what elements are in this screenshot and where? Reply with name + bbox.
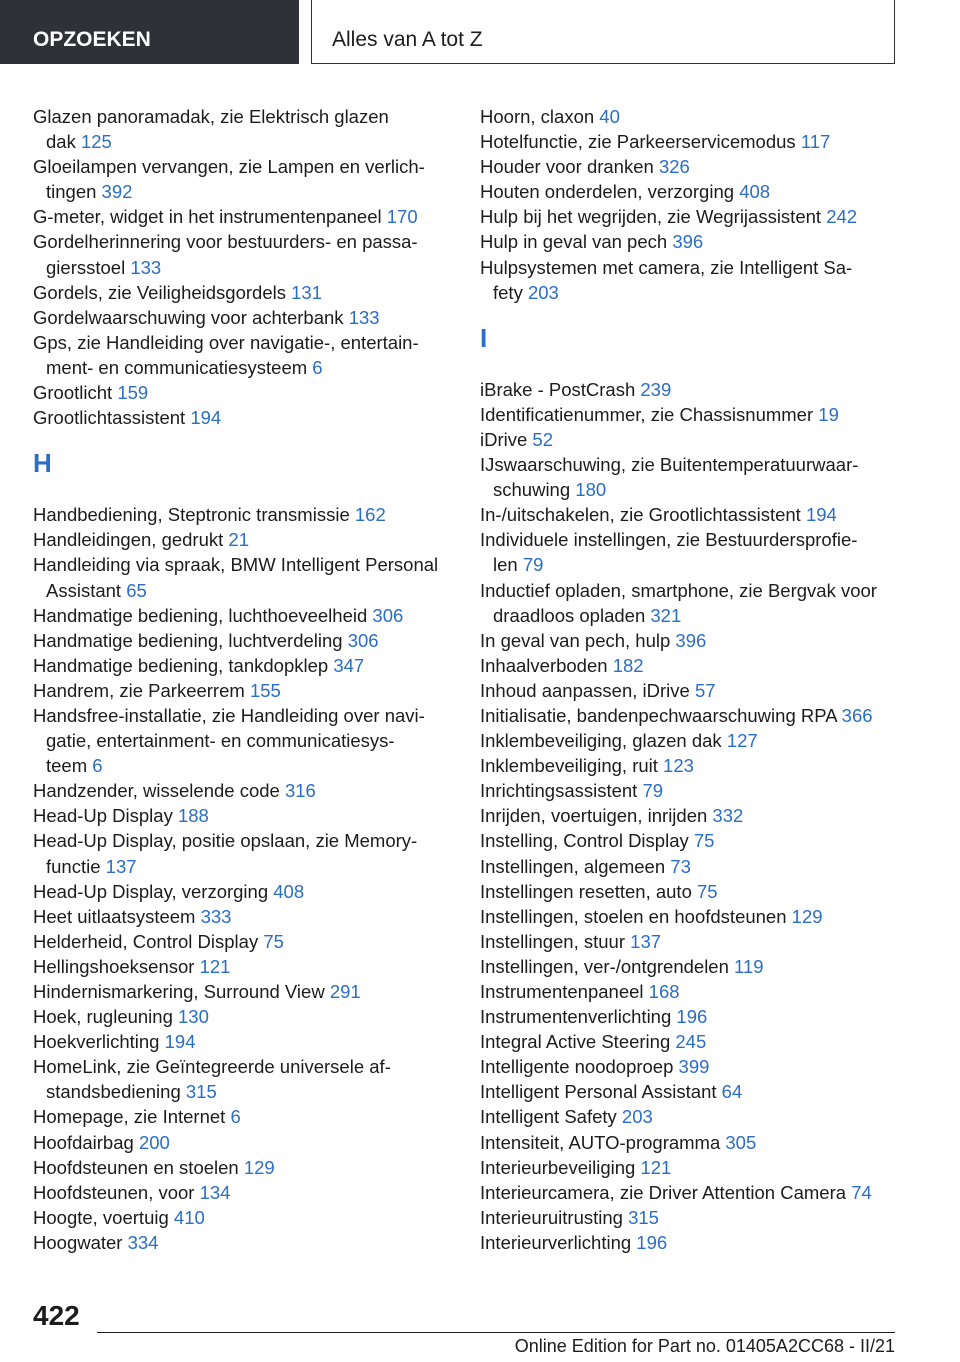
index-entry [33, 154, 453, 204]
index-entry [480, 1029, 900, 1054]
entry-text: teem [46, 755, 88, 777]
entry-text: Inhoud aanpassen, iDrive [480, 679, 690, 701]
entry-text: Gordels, zie Veiligheidsgordels [33, 281, 286, 303]
entry-text: Glazen panoramadak, zie Elektrisch glazen [33, 106, 389, 127]
page-reference-link[interactable]: 155 [249, 679, 281, 701]
page-reference-link[interactable]: 133 [348, 306, 380, 328]
index-entry [33, 1054, 453, 1104]
index-entry [480, 904, 900, 929]
index-entry [33, 828, 453, 878]
entry-text: Grootlichtassistent [33, 407, 186, 429]
entry-text: Hotelfunctie, zie Parkeerservicemodus [480, 131, 796, 153]
index-entry [33, 678, 453, 703]
index-entry [480, 778, 900, 803]
page-reference-link[interactable]: 315 [185, 1081, 217, 1103]
entry-text: Interieurbeveiliging [480, 1156, 636, 1178]
index-entry [480, 129, 900, 154]
page-number: 422 [33, 1300, 80, 1331]
entry-text: Instelling, Control Display [480, 830, 689, 852]
entry-text: Gordelwaarschuwing voor achterbank [33, 306, 344, 328]
entry-text: HomeLink, zie Geïntegreerde universele af- [33, 1056, 391, 1078]
index-entry [480, 402, 900, 427]
entry-text: Hoogte, voertuig [33, 1206, 169, 1228]
entry-text: Heet uitlaatsysteem [33, 905, 196, 927]
index-entry [33, 204, 453, 229]
entry-text: Gps, zie Handleiding over navigatie-, entertain- [33, 331, 419, 353]
index-column-right [480, 104, 900, 1255]
entry-text: Inductief opladen, smartphone, zie Bergvak voor [480, 579, 877, 601]
entry-text: Handmatige bediening, luchtverdeling [33, 629, 343, 651]
entry-text: schuwing [493, 479, 571, 501]
page-reference-link[interactable]: 408 [739, 181, 771, 203]
index-entry [480, 1230, 900, 1255]
entry-text: Intensiteit, AUTO-programma [480, 1131, 721, 1153]
index-entry [33, 628, 453, 653]
entry-text: Hindernismarkering, Surround View [33, 981, 325, 1002]
entry-text: fety [493, 281, 523, 303]
page-reference-link[interactable]: 396 [672, 231, 704, 253]
index-entry [33, 330, 453, 380]
page-reference-link[interactable]: 188 [177, 805, 209, 827]
footer-divider [97, 1332, 895, 1333]
index-entry [480, 255, 900, 305]
page-reference-link[interactable]: 74 [851, 1181, 872, 1203]
index-letter-heading: H [33, 448, 52, 479]
entry-text: Handleidingen, gedrukt [33, 529, 224, 551]
entry-text: Head-Up Display [33, 805, 173, 827]
page-reference-link[interactable]: 315 [628, 1206, 659, 1228]
page-reference-link[interactable]: 408 [273, 880, 305, 902]
entry-text: Head-Up Display, verzorging [33, 880, 269, 902]
index-entry [480, 229, 900, 254]
entry-text: Hulp bij het wegrijden, zie Wegrijassistent [480, 206, 822, 228]
index-entry [480, 154, 900, 179]
page-reference-link[interactable]: 137 [105, 855, 137, 877]
entry-text: Assistant [46, 579, 122, 601]
page-reference-link[interactable]: 194 [805, 504, 837, 526]
entry-text: gatie, entertainment- en communicatiesys- [46, 730, 395, 752]
index-entry [480, 179, 900, 204]
page-reference-link[interactable]: 52 [532, 428, 553, 450]
index-entry [33, 305, 453, 330]
entry-text: Inrijden, voertuigen, inrijden [480, 805, 708, 827]
index-entry [480, 1054, 900, 1079]
page-reference-link[interactable]: 180 [575, 479, 607, 501]
page-reference-link[interactable]: 40 [599, 106, 620, 127]
index-entry [480, 377, 900, 402]
page-reference-link[interactable]: 75 [263, 930, 284, 952]
entry-text: Handbediening, Steptronic transmissie [33, 504, 350, 526]
entry-text: Handmatige bediening, luchthoeveelheid [33, 604, 368, 626]
index-entry [33, 1180, 453, 1205]
entry-text: Head-Up Display, positie opslaan, zie Memory- [33, 830, 418, 852]
entry-text: In-/uitschakelen, zie Grootlichtassistent [480, 504, 801, 526]
entry-text: Handrem, zie Parkeerrem [33, 679, 245, 701]
page-reference-link[interactable]: 333 [200, 905, 232, 927]
page-reference-link[interactable]: 392 [101, 181, 133, 203]
page-reference-link[interactable]: 57 [694, 679, 716, 701]
index-entry [480, 628, 900, 653]
page-reference-link[interactable]: 123 [663, 755, 694, 777]
index-entry [480, 954, 900, 979]
index-entry [33, 1104, 453, 1129]
page-reference-link[interactable]: 19 [818, 403, 839, 425]
page-reference-link[interactable]: 194 [190, 407, 222, 429]
entry-text: iDrive [480, 428, 528, 450]
index-entry [33, 380, 453, 405]
index-entry [480, 427, 900, 452]
page-reference-link[interactable]: 73 [670, 855, 691, 877]
index-column-left [33, 104, 453, 1255]
entry-text: dak [46, 131, 76, 153]
index-entry [480, 728, 900, 753]
index-entry [480, 879, 900, 904]
page-reference-link[interactable]: 75 [697, 880, 718, 902]
entry-text: ment- en communicatiesysteem [46, 356, 308, 378]
page-reference-link[interactable]: 321 [650, 604, 682, 626]
entry-text: Hoofdsteunen, voor [33, 1181, 195, 1203]
entry-text: standsbediening [46, 1081, 181, 1103]
index-entry [33, 1004, 453, 1029]
page-reference-link[interactable]: 399 [678, 1056, 710, 1078]
index-entry [480, 204, 900, 229]
section-tab[interactable]: OPZOEKEN [0, 0, 299, 64]
page-reference-link[interactable]: 137 [630, 930, 662, 952]
index-entry [480, 578, 900, 628]
entry-text: giersstoel [46, 256, 126, 278]
footer-edition: Online Edition for Part no. 01405A2CC68 - II/21 [514, 1336, 895, 1356]
page-reference-link[interactable]: 396 [675, 629, 707, 651]
page-reference-link[interactable]: 203 [621, 1106, 653, 1128]
page-reference-link[interactable]: 79 [522, 554, 544, 576]
index-entry [33, 1155, 453, 1180]
page-reference-link[interactable]: 121 [199, 955, 231, 977]
page-reference-link[interactable]: 196 [636, 1231, 668, 1253]
page-reference-link[interactable]: 347 [333, 654, 365, 676]
index-entry [33, 1205, 453, 1230]
entry-text: Instellingen, ver-/ontgrendelen [480, 955, 729, 977]
entry-text: Intelligent Personal Assistant [480, 1081, 717, 1103]
index-entry [33, 1130, 453, 1155]
page-reference-link[interactable]: 6 [230, 1106, 241, 1128]
index-letter-heading: I [480, 322, 488, 353]
entry-text: Inhaalverboden [480, 654, 608, 676]
page-reference-link[interactable]: 242 [826, 206, 858, 228]
entry-text: Hellingshoeksensor [33, 955, 195, 977]
page-reference-link[interactable]: 196 [676, 1006, 708, 1028]
entry-text: Intelligente noodoproep [480, 1056, 674, 1078]
index-entry [33, 1230, 453, 1255]
page-reference-link[interactable]: 168 [648, 981, 680, 1002]
page-reference-link[interactable]: 129 [791, 905, 823, 927]
entry-text: Hoogwater [33, 1231, 123, 1253]
entry-text: Instrumentenverlichting [480, 1006, 672, 1028]
entry-text: Interieuruitrusting [480, 1206, 623, 1228]
page-reference-link[interactable]: 125 [80, 131, 112, 153]
entry-text: Hoorn, claxon [480, 106, 595, 127]
page-reference-link[interactable]: 306 [347, 629, 379, 651]
entry-text: Handsfree-installatie, zie Handleiding over navi- [33, 704, 425, 726]
index-entry [33, 929, 453, 954]
page-reference-link[interactable]: 239 [640, 378, 672, 400]
entry-text: G-meter, widget in het instrumentenpaneel [33, 206, 382, 228]
page-reference-link[interactable]: 291 [329, 981, 361, 1002]
entry-text: len [493, 554, 518, 576]
entry-text: Interieurverlichting [480, 1231, 632, 1253]
entry-text: Inklembeveiliging, ruit [480, 755, 658, 777]
index-entry [480, 502, 900, 527]
index-entry [480, 854, 900, 879]
entry-text: draadloos opladen [493, 604, 646, 626]
index-entry [33, 104, 453, 154]
index-entry [480, 803, 900, 828]
index-entry [480, 1104, 900, 1129]
page-reference-link[interactable]: 194 [164, 1031, 196, 1053]
page-reference-link[interactable]: 326 [658, 156, 690, 178]
entry-text: Individuele instellingen, zie Bestuurdersprofie- [480, 529, 858, 551]
entry-text: tingen [46, 181, 97, 203]
index-entry [480, 979, 900, 1004]
entry-text: Handzender, wisselende code [33, 780, 280, 802]
page-reference-link[interactable]: 332 [712, 805, 744, 827]
index-entry [480, 1079, 900, 1104]
page-reference-link[interactable]: 119 [734, 955, 764, 977]
entry-text: Hoek, rugleuning [33, 1006, 173, 1028]
index-entry [33, 280, 453, 305]
index-entry [33, 703, 453, 778]
index-entry [480, 653, 900, 678]
entry-text: Intelligent Safety [480, 1106, 617, 1128]
page-reference-link[interactable]: 162 [354, 504, 386, 526]
index-entry [33, 653, 453, 678]
page-reference-link[interactable]: 127 [726, 730, 758, 752]
entry-text: Identificatienummer, zie Chassisnummer [480, 403, 814, 425]
index-entry [33, 527, 453, 552]
entry-text: Instellingen, algemeen [480, 855, 666, 877]
entry-text: Initialisatie, bandenpechwaarschuwing RPA [480, 704, 837, 726]
index-entry [33, 954, 453, 979]
page-reference-link[interactable]: 21 [228, 529, 249, 551]
entry-text: functie [46, 855, 101, 877]
page-reference-link[interactable]: 6 [312, 356, 323, 378]
index-entry [33, 904, 453, 929]
page-reference-link[interactable]: 133 [130, 256, 162, 278]
index-entry [480, 828, 900, 853]
entry-text: Hulp in geval van pech [480, 231, 668, 253]
page-reference-link[interactable]: 316 [284, 780, 316, 802]
index-entry [480, 1205, 900, 1230]
page-reference-link[interactable]: 75 [693, 830, 715, 852]
page-reference-link[interactable]: 134 [199, 1181, 231, 1203]
entry-text: Inklembeveiliging, glazen dak [480, 730, 722, 752]
entry-text: Integral Active Steering [480, 1031, 671, 1053]
page-reference-link[interactable]: 305 [725, 1131, 757, 1153]
index-entry [33, 552, 453, 602]
index-entry [33, 803, 453, 828]
index-entry [33, 879, 453, 904]
index-entry [33, 229, 453, 279]
page-reference-link[interactable]: 121 [640, 1156, 672, 1178]
index-entry [480, 1130, 900, 1155]
index-entry [33, 502, 453, 527]
entry-text: Inrichtingsassistent [480, 780, 638, 802]
index-entry [480, 452, 900, 502]
page-reference-link[interactable]: 170 [386, 206, 418, 228]
entry-text: Instrumentenpaneel [480, 981, 644, 1002]
index-entry [480, 527, 900, 577]
entry-text: Hoekverlichting [33, 1031, 160, 1053]
entry-text: IJswaarschuwing, zie Buitentemperatuurwaar- [480, 454, 859, 476]
entry-text: Houten onderdelen, verzorging [480, 181, 735, 203]
entry-text: Instellingen, stoelen en hoofdsteunen [480, 905, 787, 927]
page-reference-link[interactable]: 64 [721, 1081, 743, 1103]
page-reference-link[interactable]: 130 [178, 1006, 209, 1028]
page-reference-link[interactable]: 245 [675, 1031, 707, 1053]
entry-text: Instellingen resetten, auto [480, 880, 692, 902]
index-entry [480, 929, 900, 954]
page-reference-link[interactable]: 306 [372, 604, 404, 626]
page-reference-link[interactable]: 131 [291, 281, 322, 303]
entry-text: Houder voor dranken [480, 156, 654, 178]
page-reference-link[interactable]: 117 [800, 131, 831, 153]
index-entry [480, 753, 900, 778]
entry-text: In geval van pech, hulp [480, 629, 671, 651]
index-entry [33, 778, 453, 803]
index-entry [480, 1180, 900, 1205]
index-entry [480, 703, 900, 728]
entry-text: Gloeilampen vervangen, zie Lampen en verlich- [33, 156, 425, 178]
entry-text: Hoofdairbag [33, 1131, 134, 1153]
index-entry [480, 678, 900, 703]
page-reference-link[interactable]: 203 [527, 281, 559, 303]
entry-text: Interieurcamera, zie Driver Attention Camera [480, 1181, 847, 1203]
index-entry [480, 1155, 900, 1180]
entry-text: Gordelherinnering voor bestuurders- en passa- [33, 231, 418, 253]
page-reference-link[interactable]: 182 [612, 654, 644, 676]
page-reference-link[interactable]: 200 [138, 1131, 170, 1153]
index-entry [33, 405, 453, 430]
page-reference-link[interactable]: 159 [117, 382, 149, 404]
index-entry [480, 104, 900, 129]
entry-text: Helderheid, Control Display [33, 930, 259, 952]
entry-text: Handmatige bediening, tankdopklep [33, 654, 329, 676]
page-reference-link[interactable]: 334 [127, 1231, 159, 1253]
page-heading: Alles van A tot Z [311, 0, 895, 64]
entry-text: Homepage, zie Internet [33, 1106, 226, 1128]
index-entry [33, 603, 453, 628]
index-entry [33, 1029, 453, 1054]
page-reference-link[interactable]: 129 [243, 1156, 275, 1178]
page-reference-link[interactable]: 6 [92, 755, 103, 777]
entry-text: iBrake - PostCrash [480, 378, 636, 400]
entry-text: Hulpsystemen met camera, zie Intelligent Sa- [480, 256, 853, 278]
page-reference-link[interactable]: 79 [642, 780, 664, 802]
index-entry [33, 979, 453, 1004]
page-reference-link[interactable]: 366 [841, 704, 873, 726]
page-reference-link[interactable]: 65 [126, 579, 147, 601]
entry-text: Handleiding via spraak, BMW Intelligent Personal [33, 554, 439, 576]
page-reference-link[interactable]: 410 [173, 1206, 205, 1228]
entry-text: Hoofdsteunen en stoelen [33, 1156, 239, 1178]
entry-text: Grootlicht [33, 382, 113, 404]
entry-text: Instellingen, stuur [480, 930, 626, 952]
index-entry [480, 1004, 900, 1029]
